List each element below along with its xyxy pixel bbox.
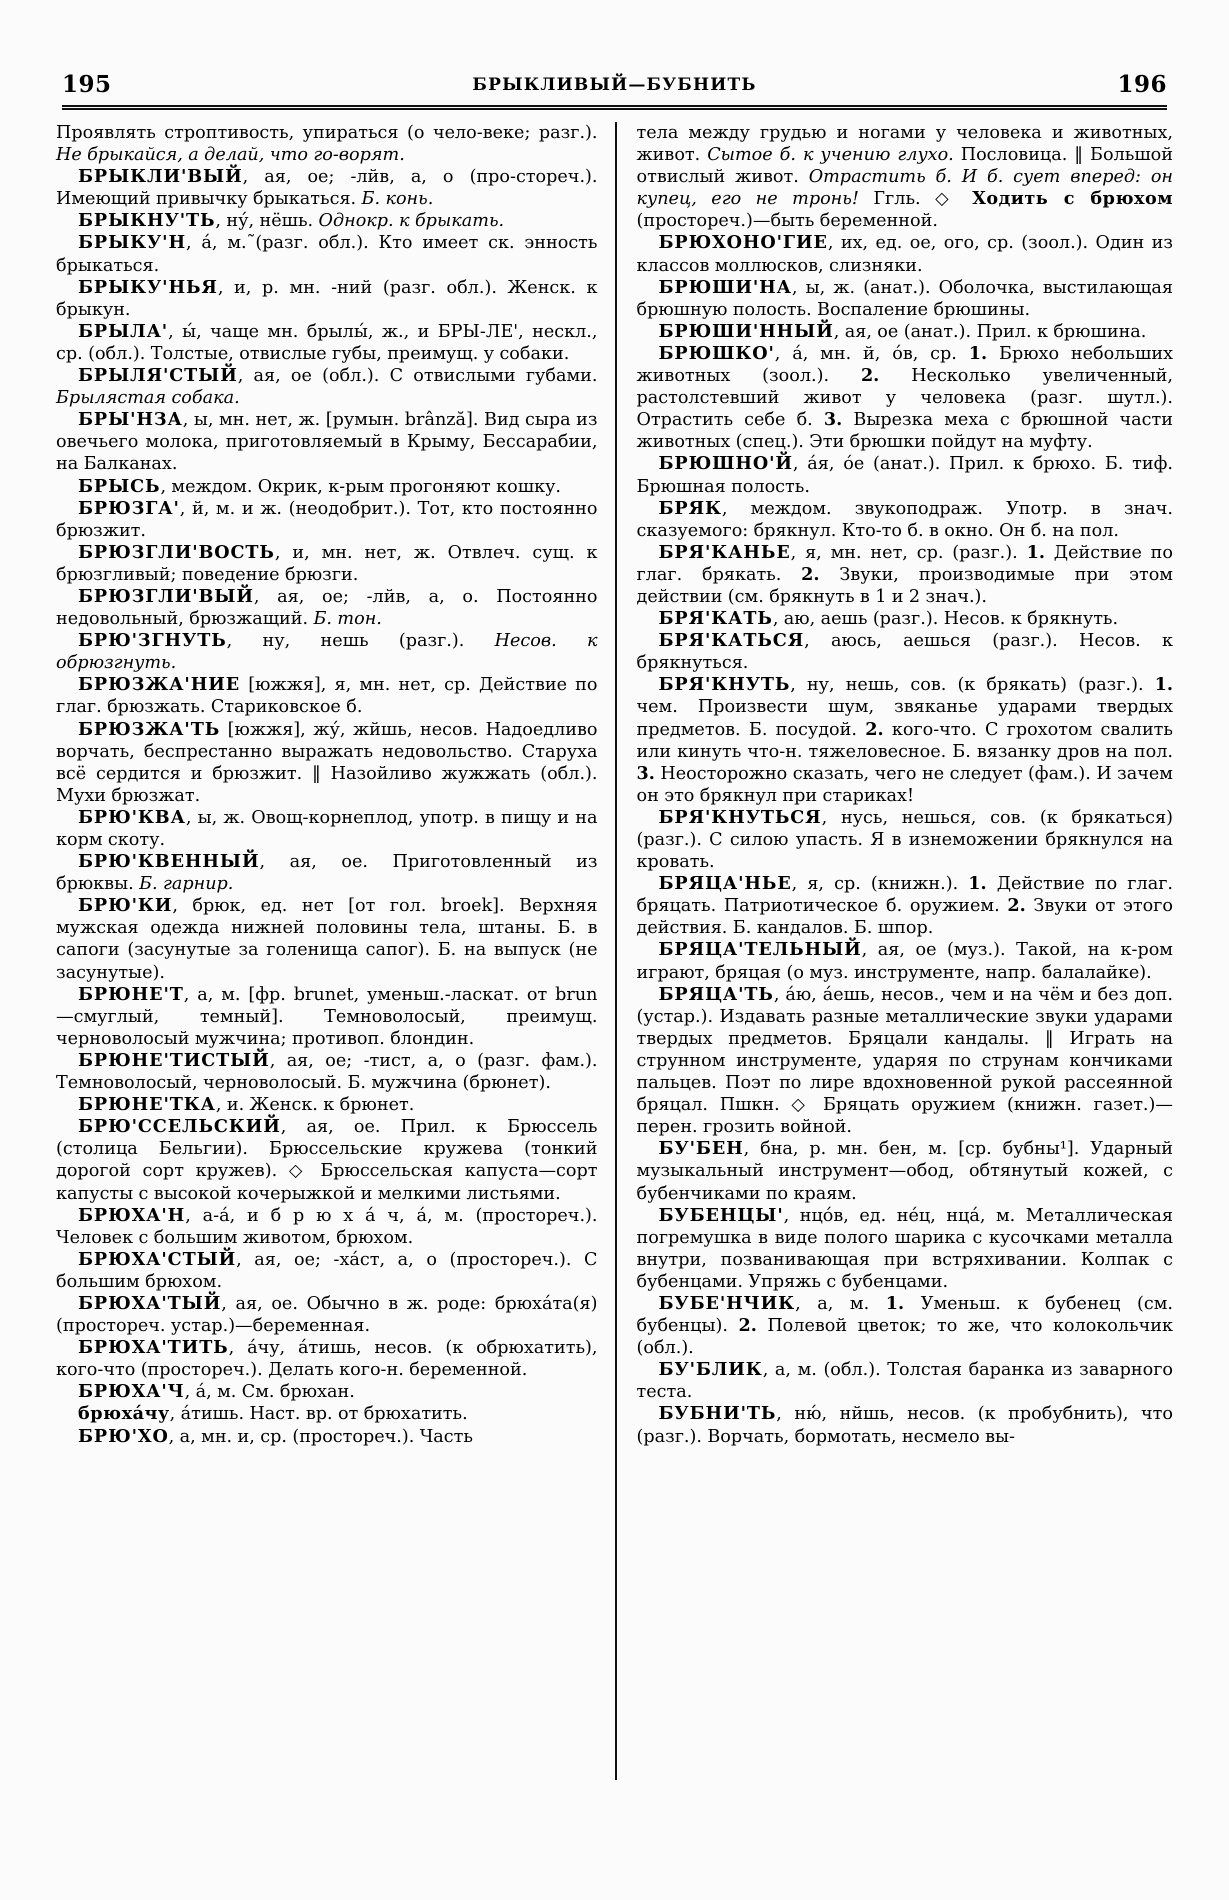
entry-bubentsy (637, 1205, 1174, 1293)
entry-body: , аю, аешь (разг.). Несов. к брякнуть. (772, 609, 1119, 630)
entry-example: Несов. к обрюзгнуть. (56, 631, 598, 674)
entry-body: , ы́, чаще мн. брылы́, ж., и БРЫ-ЛЕ', нескл., ср. (обл.). Толстые, отвислые губы, преимущ. у собаки. (56, 321, 598, 364)
entry-body: , их, ед. ое, ого, ср. (зоол.). Один из классов моллюсков, слизняки. (636, 233, 1173, 276)
headword: БУБНИ'ТЬ (658, 1403, 777, 1425)
entry-bryuzzhanie (56, 674, 598, 718)
entry-brykun (56, 232, 598, 276)
running-head (62, 62, 1167, 96)
entry-bryuzgliviy (56, 586, 598, 630)
headword: БРЮ'КВЕННЫЙ (78, 851, 260, 873)
folio-right: 196 (1117, 71, 1167, 98)
entry-body: , ну, нешь (разг.). (226, 631, 495, 652)
entry-body: , и. Женск. к брюнет. (215, 1095, 415, 1116)
column-right (615, 122, 1174, 1780)
carryover-text-1: тела между грудью и ногами у человека и животных, живот. (636, 123, 1173, 166)
headword: БРЮШИ'ННЫЙ (658, 320, 834, 342)
headword: БРЯ'КНУТЬ (658, 674, 791, 696)
entry-example: Брылястая собака. (56, 388, 240, 409)
headword: БРЯ'КАТЬСЯ (658, 630, 805, 652)
headword: БРЯ'КАНЬЕ (658, 541, 791, 563)
entry-body: , а-á, и б р ю х á ч, á, м. (простореч.). Человек с большим животом, брюхом. (56, 1205, 598, 1248)
headword: БРЮХА'Ч (78, 1381, 185, 1403)
entry-bryuzzhat (56, 719, 598, 807)
entry-bryuhach (56, 1381, 598, 1403)
entry-body: , я, ср. (книжн.). 1. Действие по глаг. бряцать. Патриотическое б. оружием. 2. Звуки от этого действия. Б. кандалов. Б. шпор. (636, 873, 1174, 939)
headword: БРЮХА'ТЫЙ (78, 1292, 222, 1314)
entry-example: Б. тон. (313, 609, 382, 630)
headword: БРЮХОНО'ГИЕ (658, 232, 828, 254)
entry-body: , и, мн. нет, ж. Отвлеч. сущ. к брюзгливый; поведение брюзги. (56, 542, 598, 585)
entry-body: , бна, р. мн. бен, м. [ср. бубны¹]. Ударный музыкальный инструмент—обод, обтянутый кожей, с бубенчиками по краям. (636, 1139, 1173, 1204)
entry-brykliviy (56, 166, 598, 210)
entry-body: , ая, ое (анат.). Прил. к брюшина. (833, 321, 1147, 342)
running-title: БРЫКЛИВЫЙ—БУБНИТЬ (472, 75, 757, 95)
entry-bryakat (637, 608, 1174, 630)
entry-bryunetistiy (56, 1050, 598, 1094)
entry-body: , ну, нешь, сов. (к брякать) (разг.). 1. чем. Произвести шум, звяканье ударами твердых предметов. Б. посудой. 2. кого-что. С грохотом свалить или кинуть что-н. тяжеловесное. Б. вязанку дров на пол. 3. Неосторожно сказать, чего не следует (фам.). И зачем он это брякнул при стариках! (636, 674, 1173, 806)
entry-bryuzga (56, 498, 598, 542)
headword: БУБЕ'НЧИК (658, 1292, 796, 1314)
headword: БРЮЗГЛИ'ВЫЙ (78, 585, 254, 607)
headword: БРЫКНУ'ТЬ (78, 210, 216, 232)
headword: БРЮ'КИ (78, 895, 173, 917)
entry-brynza (56, 409, 598, 475)
entry-example: Б. гарнир. (139, 874, 234, 895)
headword: БРЮЗЖА'ТЬ (78, 718, 221, 740)
headword: БРЫСЬ (78, 475, 161, 497)
carryover-text-1: Проявлять строптивость, упираться (о чело- (56, 123, 483, 143)
entry-bryushina (637, 277, 1174, 321)
entry-bryla (56, 321, 598, 365)
entry-body: , ая, ое; -лйв, а, о. Постоянно недовольный, брюзжащий. (56, 586, 598, 630)
entry-body: , ая, ое (обл.). С отвислыми губами. (237, 366, 598, 387)
entry-body: , ая, ое. Прил. к Брюссель (столица Бельгии). Брюссельские кружева (тонкий дорогой сорт кружев). ◇ Брюссельская капуста—сорт капусты с высокой кочерыжкой и мелкими листьями. (56, 1117, 598, 1204)
entry-bryuhatiy (56, 1293, 598, 1337)
entry-bryuhan (56, 1205, 598, 1249)
headword: БРЮШНО'Й (658, 453, 793, 475)
entry-bryushnoy (637, 453, 1174, 497)
entry-body: , áчу, áтишь, несов. (к обрюхатить), кого-что (простореч.). Делать кого-н. беременной. (56, 1338, 598, 1381)
entry-body: , нусь, нешься, сов. (к брякаться) (разг.). С силою упасть. Я в изнеможении брякнулся на кровать. (636, 807, 1173, 873)
entry-body: , áя, óе (анат.). Прил. к брюхо. Б. тиф. Брюшная полость. (636, 454, 1173, 497)
entry-brykunya (56, 277, 598, 321)
columns (56, 122, 1173, 1780)
headword: БРЫЛЯ'СТЫЙ (78, 365, 238, 387)
entry-bryakanye (637, 542, 1174, 608)
entry-body: , áю, áешь, несов., чем и на чём и без доп. (устар.). Издавать разные металлические звуки ударами твердых предметов. Бряцали кандалы. ‖ Играть на струнном инструменте, ударяя по струнам кончиками пальцев. Поэт по лире вдохновенной рукой рассеянной бряцал. Пшкн. ◇ Бряцать оружием (книжн. газет.)—перен. грозить войной. (636, 984, 1173, 1138)
headword: БРЮЗГА' (78, 497, 180, 519)
entry-bryuhonogie (637, 232, 1174, 276)
entry-body: , я, мн. нет, ср. (разг.). 1. Действие по глаг. брякать. 2. Звуки, производимые при этом действии (см. брякнуть в 1 и 2 знач.). (636, 541, 1173, 607)
headword: БРЮХА'СТЫЙ (78, 1248, 237, 1270)
header-rule-lower (62, 108, 1167, 110)
entry-body: , а, м. (обл.). Толстая баранка из заварного теста. (636, 1360, 1173, 1403)
entry-body: , áтишь. Наст. вр. от брюхатить. (169, 1404, 468, 1425)
headword: БРЮНЕ'ТКА (78, 1094, 216, 1116)
entry-bryakatsya (637, 630, 1174, 674)
folio-left: 195 (62, 71, 112, 98)
entry-bryunet (56, 984, 598, 1050)
headword: БРЮЗГЛИ'ВОСТЬ (78, 541, 275, 563)
entry-body: , аюсь, аешься (разг.). Несов. к брякнуться. (636, 631, 1173, 674)
entry-body: , нцóв, ед. нéц, нцá, м. Металлическая погремушка в виде полого шарика с кусочками металла внутри, позванивающая при встряхивании. Колпак с бубенцами. Упряжь с бубенцами. (636, 1205, 1173, 1292)
entry-body: , а, м. [фр. brunet, уменьш.-ласкат. от brun—смуглый, темный]. Темноволосый, преимущ. черноволосый мужчина; противоп. блондин. (56, 984, 598, 1049)
carryover-example-1: Сытое б. к учению глухо. (707, 145, 961, 166)
carryover-text-2: Пословица. ‖ Большой отвислый живот. (636, 145, 1173, 188)
entry-bryukvenniy (56, 851, 598, 895)
entry-bublik (637, 1359, 1174, 1403)
entry-body: , а, м. 1. Уменьш. к бубенец (см. бубенцы). 2. Полевой цветок; то же, что колокольчик (обл.). (636, 1292, 1173, 1359)
headword: БУБЕНЦЫ' (658, 1204, 784, 1226)
entry-bryuhachu (56, 1403, 598, 1425)
carryover-example: Не брыкайся, а делай, что го- (56, 145, 339, 166)
entry-bryknut (56, 210, 598, 232)
headword: БРЯК (658, 497, 722, 519)
entry-body: , ая, ое; -лйв, а, о (про-стореч.). Имеющий привычку брыкаться. (56, 167, 598, 210)
entry-bryaknut (637, 674, 1174, 807)
entry-example: Однокр. к брыкать. (318, 211, 505, 232)
headword: БРЫКУ'НЬЯ (78, 276, 218, 298)
entry-bubenchik (637, 1293, 1174, 1359)
entry-body: , ая, ое (муз.). Такой, на к-ром играют, бряцая (о муз. инструменте, напр. балалайке). (636, 940, 1173, 983)
headword: БРЮШИ'НА (658, 276, 792, 298)
entry-bryatsanye (637, 873, 1174, 939)
entry-body: , й, м. и ж. (неодобрит.). Тот, кто постоянно брюзжит. (56, 498, 598, 541)
entry-body: , междом. Окрик, к-рым прогоняют кошку. (160, 476, 562, 497)
carryover-paragraph (56, 122, 598, 166)
entry-bryuhastiy (56, 1249, 598, 1293)
headword: БРЯЦА'НЬЕ (658, 873, 792, 895)
entry-body: , ая, ое. Приготовленный из брюквы. (56, 852, 598, 895)
entry-body: , ну́, нёшь. (215, 211, 319, 232)
entry-bryuzgnut (56, 630, 598, 674)
entry-bryaknutsya (637, 807, 1174, 873)
entry-body: , ы, ж. Овощ-корнеплод, употр. в пищу и на корм скоту. (56, 807, 598, 850)
entry-bryunetka (56, 1094, 598, 1116)
headword: БУ'БЛИК (658, 1359, 763, 1381)
headword: БРЮХА'ТИТЬ (78, 1337, 229, 1359)
headword: БРЮ'ССЕЛЬСКИЙ (78, 1116, 281, 1138)
headword: БРЯЦА'ТЕЛЬНЫЙ (658, 939, 862, 961)
column-left (56, 122, 615, 1780)
headword: БРЮХА'Н (78, 1204, 186, 1226)
entry-bryuho (56, 1426, 598, 1448)
entry-bryak (637, 498, 1174, 542)
headword: БРЮШКО' (658, 342, 775, 364)
headword: БРЯЦА'ТЬ (658, 983, 774, 1005)
entry-body: , ая, ое. Обычно в ж. роде: брюхáта(я) (простореч. устар.)—беременная. (56, 1293, 598, 1337)
carryover-example-2: Отрастить б. И б. сует вперед: он купец, его не тронь! (636, 167, 1173, 210)
entry-body: , ы, ж. (анат.). Оболочка, выстилающая брюшную полость. Воспаление брюшины. (636, 277, 1173, 320)
entry-brys (56, 476, 598, 498)
entry-body: , á, м.˜(разг. обл.). Кто имеет ск. эннocть брыкаться. (56, 233, 598, 276)
entry-bubnit (637, 1403, 1174, 1447)
carryover-text-2: веке; разг.). (482, 123, 598, 143)
headword: БРЫКЛИ'ВЫЙ (78, 166, 243, 188)
headword: БРЮНЕ'Т (78, 983, 184, 1005)
entry-example: Б. конь. (361, 189, 434, 210)
entry-bryatsatelniy (637, 939, 1174, 983)
headword: БРЮЗЖА'НИЕ (78, 674, 241, 696)
entry-bryuzglivost (56, 542, 598, 586)
entry-body: , брюк, ед. нет [от гол. broek]. Верхняя мужская одежда нижней половины тела, штаны. Б. в сапоги (засунутые за голенища сапог). Б. на выпуск (не засунутые). (56, 896, 598, 983)
headword: БРЫКУ'Н (78, 232, 186, 254)
header-rule-upper (62, 105, 1167, 107)
entry-body: , и, р. мн. -ний (разг. обл.). Женск. к брыкун. (56, 277, 598, 320)
entry-body: [южжя], жу́, жйшь, несов. Надоедливо ворчать, беспрестанно выражать недовольство. Старуха всё сердится и брюзжит. ‖ Назойливо жужжать (обл.). Мухи брюзжат. (56, 719, 598, 806)
entry-bryukva (56, 807, 598, 851)
entry-body: , á, м. См. брюхан. (184, 1382, 355, 1403)
carryover-paragraph (637, 122, 1174, 232)
entry-body: , ы, мн. нет, ж. [румын. brânză]. Вид сыра из овечьего молока, приготовляемый в Крыму, Бессарабии, на Балканах. (56, 410, 598, 475)
headword: БУ'БЕН (658, 1138, 744, 1160)
entry-body: , á, мн. й, óв, ср. 1. Брюхо небольших животных (зоол.). 2. Несколько увеличенный, растолстевший живот у человека (разг. шутл.). Отрастить себе б. 3. Вырезка меха с брюшной части животных (спец.). Эти брюшки пойдут на муфту. (636, 342, 1174, 453)
entry-brylyastiy (56, 365, 598, 409)
entry-body: [южжя], я, мн. нет, ср. Действие по глаг. брюзжать. Стариковское б. (56, 675, 598, 718)
entry-bryuki (56, 895, 598, 983)
entry-bryatsat (637, 984, 1174, 1139)
entry-buben (637, 1138, 1174, 1204)
headword: БРЯ'КНУТЬСЯ (658, 806, 822, 828)
headword: БРЮ'КВА (78, 806, 186, 828)
headword: брюхáчу (78, 1403, 170, 1425)
carryover-text-3: (простореч.)—быть беременной. (636, 211, 938, 232)
entry-bryushinniy (637, 321, 1174, 343)
entry-bryushko (637, 343, 1174, 453)
headword: БРЮ'ЗГНУТЬ (78, 630, 227, 652)
headword: БРЮ'ХО (78, 1425, 169, 1447)
carryover-source: Ггль. ◇ (873, 189, 973, 210)
entry-body: , ая, ое; -хáст, а, о (простореч.). С большим брюхом. (56, 1249, 598, 1292)
headword: БРЫ'НЗА (78, 409, 183, 431)
carryover-example-cont: ворят. (338, 145, 405, 166)
entry-body: , междом. звукоподраж. Употр. в знач. сказуемого: брякнул. Кто-то б. в окно. Он б. на пол. (636, 498, 1173, 541)
idiom-phrase: Ходить с брюхом (972, 188, 1174, 210)
entry-body: , ню́, нйшь, несов. (к пробубнить), что (разг.). Ворчать, бормотать, несмело вы- (636, 1404, 1173, 1447)
header-rule (62, 105, 1167, 110)
headword: БРЮНЕ'ТИСТЫЙ (78, 1049, 270, 1071)
entry-body: , ая, ое; -тист, а, о (разг. фам.). Темноволосый, черноволосый. Б. мужчина (брюнет). (56, 1050, 598, 1094)
entry-bryusselskiy (56, 1116, 598, 1204)
entry-body: , а, мн. и, ср. (простореч.). Часть (168, 1426, 473, 1447)
headword: БРЯ'КАТЬ (658, 608, 773, 630)
entry-bryuhatit (56, 1337, 598, 1381)
headword: БРЫЛА' (78, 320, 169, 342)
